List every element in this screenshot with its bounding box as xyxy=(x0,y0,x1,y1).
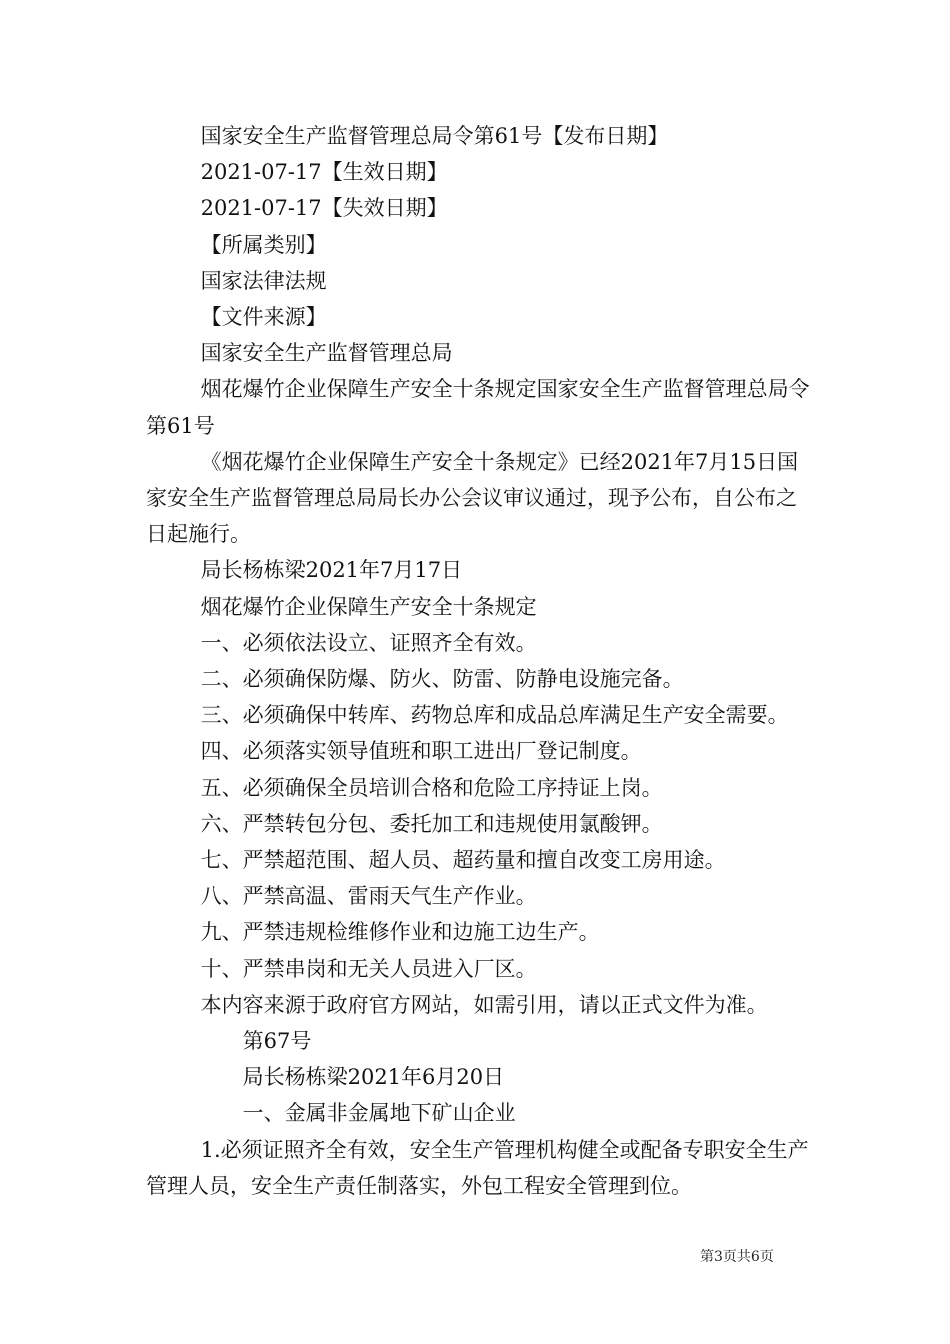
paragraph-rule-2: 二、必须确保防爆、防火、防雷、防静电设施完备。 xyxy=(200,667,684,692)
paragraph-rules-heading: 烟花爆竹企业保障生产安全十条规定 xyxy=(200,594,537,619)
paragraph-section-heading: 一、金属非金属地下矿山企业 xyxy=(242,1101,516,1126)
paragraph-rule-9: 九、严禁违规检维修作业和边施工边生产。 xyxy=(200,920,600,945)
paragraph-rule-4: 四、必须落实领导值班和职工进出厂登记制度。 xyxy=(200,739,642,764)
paragraph-order-67: 第67号 xyxy=(242,1029,312,1054)
paragraph-signature-2: 局长杨栋梁2021年6月20日 xyxy=(242,1065,505,1090)
paragraph-source-value: 国家安全生产监督管理总局 xyxy=(200,341,453,366)
paragraph-source-note: 本内容来源于政府官方网站，如需引用，请以正式文件为准。 xyxy=(200,992,768,1017)
page-number: 第3页共6页 xyxy=(700,1249,774,1265)
paragraph-rule-6: 六、严禁转包分包、委托加工和违规使用氯酸钾。 xyxy=(200,811,663,836)
paragraph-category-label: 【所属类别】 xyxy=(200,232,327,257)
paragraph-order-number: 国家安全生产监督管理总局令第61号【发布日期】 xyxy=(200,124,669,148)
paragraph-announcement: 《烟花爆竹企业保障生产安全十条规定》已经2021年7月15日国家安全生产监督管理总局局长办公会议审议通过，现予公布，自公布之日起施行。 xyxy=(146,449,799,547)
paragraph-publish-date: 2021-07-17【生效日期】 xyxy=(200,160,448,185)
document-body xyxy=(146,118,810,1204)
paragraph-rule-5: 五、必须确保全员培训合格和危险工序持证上岗。 xyxy=(200,775,663,800)
paragraph-rule-8: 八、严禁高温、雷雨天气生产作业。 xyxy=(200,884,537,909)
paragraph-source-label: 【文件来源】 xyxy=(200,305,327,330)
paragraph-rule-7: 七、严禁超范围、超人员、超药量和擅自改变工房用途。 xyxy=(200,848,726,873)
paragraph-rule-3: 三、必须确保中转库、药物总库和成品总库满足生产安全需要。 xyxy=(200,703,789,728)
paragraph-rule-1: 一、必须依法设立、证照齐全有效。 xyxy=(200,630,537,655)
paragraph-item-1: 1.必须证照齐全有效，安全生产管理机构健全或配备专职安全生产管理人员，安全生产责任制落实，外包工程安全管理到位。 xyxy=(146,1137,809,1198)
paragraph-rule-10: 十、严禁串岗和无关人员进入厂区。 xyxy=(200,956,537,981)
paragraph-effective-date: 2021-07-17【失效日期】 xyxy=(200,196,448,221)
paragraph-category-value: 国家法律法规 xyxy=(200,268,327,293)
paragraph-signature: 局长杨栋梁2021年7月17日 xyxy=(200,558,463,583)
paragraph-regulation-title: 烟花爆竹企业保障生产安全十条规定国家安全生产监督管理总局令第61号 xyxy=(146,377,810,438)
